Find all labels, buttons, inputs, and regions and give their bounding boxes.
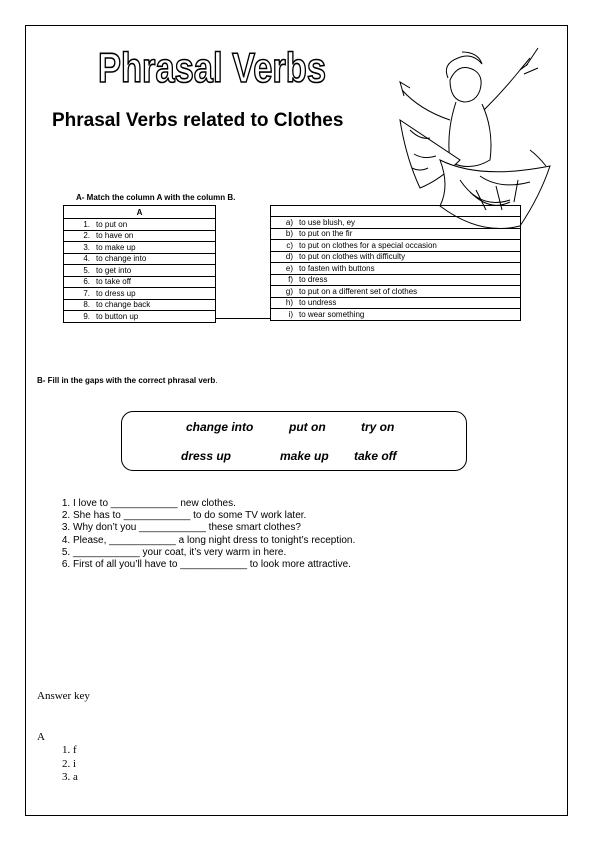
item-text: to button up (96, 311, 139, 321)
item-letter: d) (285, 252, 293, 262)
table-row (64, 219, 216, 231)
word-bank (121, 411, 467, 471)
answer-key-list (37, 744, 78, 785)
item-letter: e) (285, 263, 293, 273)
item-text: to put on the fir (299, 229, 353, 239)
item-letter: g) (285, 286, 293, 296)
table-row (64, 253, 216, 265)
word-bank-item: take off (354, 449, 397, 463)
word-bank-item: change into (186, 420, 254, 434)
section-a-title: A- Match the column A with the column B. (76, 193, 236, 202)
table-row (271, 297, 521, 309)
item-text: to make up (96, 242, 136, 252)
item-number: 4. (83, 254, 90, 264)
page-subtitle: Phrasal Verbs related to Clothes (52, 110, 344, 131)
answer-key-section-label: A (37, 731, 45, 743)
section-b-title-period: . (215, 376, 218, 385)
item-text: to use blush, ey (299, 217, 356, 227)
item-text: to put on clothes for a special occasion (299, 240, 437, 250)
item-text: to put on a different set of clothes (299, 286, 418, 296)
column-b-table (270, 205, 521, 321)
column-a-table (63, 205, 216, 323)
item-text: to take off (96, 277, 131, 287)
item-letter: c) (286, 240, 293, 250)
list-item: 1. f (73, 744, 78, 758)
item-letter: h) (285, 298, 293, 308)
list-item: 1. I love to ____________ new clothes. (73, 498, 355, 510)
item-number: 7. (83, 288, 90, 298)
item-number: 9. (83, 311, 90, 321)
item-number: 2. (83, 231, 90, 241)
table-gap (216, 205, 270, 319)
item-letter: b) (285, 229, 293, 239)
table-row (271, 286, 521, 298)
table-row (271, 263, 521, 275)
table-row (64, 299, 216, 311)
section-b-title-text: B- Fill in the gaps with the correct phrasal verb (37, 376, 216, 385)
list-item: 3. a (73, 771, 78, 785)
table-row (64, 276, 216, 288)
item-text: to dress up (96, 288, 136, 298)
column-a-header: A (64, 206, 216, 219)
item-letter: a) (285, 217, 293, 227)
item-text: to change into (96, 254, 147, 264)
list-item: 6. First of all you’ll have to ____________ to look more attractive. (73, 559, 355, 571)
item-text: to put on clothes with difficulty (299, 252, 406, 262)
table-row (271, 228, 521, 240)
list-item: 4. Please, ____________ a long night dress to tonight’s reception. (73, 535, 355, 547)
list-item: 2. i (73, 758, 78, 772)
item-text: to put on (96, 219, 128, 229)
item-text: to change back (96, 300, 151, 310)
word-bank-item: try on (361, 420, 395, 434)
item-number: 6. (83, 277, 90, 287)
title-banner (95, 40, 330, 92)
banner-title: Phrasal Verbs (98, 44, 326, 91)
list-item: 5. ____________ your coat, it’s very warm in here. (73, 547, 355, 559)
item-number: 8. (83, 300, 90, 310)
item-number: 1. (83, 219, 90, 229)
word-bank-item: make up (280, 449, 329, 463)
item-text: to undress (299, 298, 337, 308)
table-row (271, 274, 521, 286)
item-text: to have on (96, 231, 134, 241)
table-row (271, 217, 521, 229)
item-number: 3. (83, 242, 90, 252)
word-bank-item: dress up (181, 449, 232, 463)
section-b-title (37, 376, 218, 385)
list-item: 3. Why don’t you ____________ these smart clothes? (73, 522, 355, 534)
table-row (64, 311, 216, 323)
column-b-header (271, 206, 521, 217)
table-row (64, 242, 216, 254)
item-text: to dress (299, 275, 328, 285)
gap-fill-list (37, 498, 355, 571)
item-text: to fasten with buttons (299, 263, 375, 273)
item-letter: f) (288, 275, 293, 285)
answer-key-title: Answer key (37, 690, 90, 702)
table-row (271, 251, 521, 263)
item-text: to wear something (299, 309, 365, 319)
table-row (64, 230, 216, 242)
item-number: 5. (83, 265, 90, 275)
table-row (64, 288, 216, 300)
item-letter: i) (288, 309, 293, 319)
list-item: 2. She has to ____________ to do some TV work later. (73, 510, 355, 522)
item-text: to get into (96, 265, 132, 275)
table-row (271, 309, 521, 321)
table-row (271, 240, 521, 252)
table-row (64, 265, 216, 277)
word-bank-item: put on (289, 420, 326, 434)
